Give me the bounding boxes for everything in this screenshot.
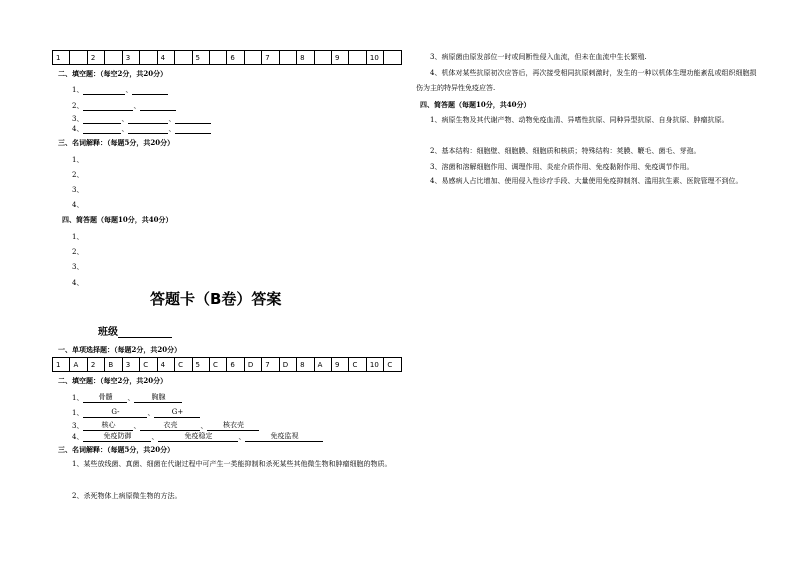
answer-blank: G- (83, 408, 147, 418)
item-number: 1、 (72, 86, 84, 94)
terms-heading-answer: 三、名词解释：（每题5分，共20分） (58, 445, 175, 454)
grid-cell: 7 (262, 51, 279, 65)
grid-cell (244, 51, 261, 65)
separator: 、 (168, 125, 176, 133)
item-number: 3、 (72, 422, 84, 430)
short-number: 4、 (72, 279, 84, 287)
fill-heading-answer: 二、填空题：（每空2分，共20分） (58, 376, 168, 385)
choice-heading: 一、单项选择题：（每题2分，共20分） (58, 345, 182, 354)
grid-cell: C (140, 358, 157, 372)
answer-blank: 免疫监视 (245, 432, 323, 442)
grid-cell: 4 (157, 358, 174, 372)
item-number: 1、 (72, 409, 84, 417)
grid-cell: 10 (366, 358, 383, 372)
answer-blank: 核衣壳 (207, 421, 259, 431)
grid-cell (349, 51, 366, 65)
short-heading-top: 四、简答题（每题10分，共40分） (62, 215, 173, 224)
grid-cell: 9 (332, 358, 349, 372)
answer-grid (52, 357, 402, 372)
answer-blank: 免疫防御 (83, 432, 151, 442)
grid-cell: 6 (227, 51, 244, 65)
grid-cell: A (314, 358, 331, 372)
grid-cell: 8 (297, 51, 314, 65)
short-number: 1、 (72, 233, 84, 241)
grid-cell: 7 (262, 358, 279, 372)
grid-cell (105, 51, 122, 65)
separator: 、 (121, 115, 129, 123)
grid-cell (384, 51, 402, 65)
fill-heading-top: 二、填空题：（每空2分，共20分） (58, 69, 168, 78)
grid-cell (140, 51, 157, 65)
separator: 、 (151, 433, 159, 441)
class-label: 班级 (98, 327, 118, 338)
class-field (98, 323, 172, 338)
grid-cell: 2 (87, 358, 104, 372)
blank (83, 124, 121, 134)
separator: 、 (200, 422, 208, 430)
fill-answer-4 (72, 432, 323, 442)
fill-answer-1 (72, 393, 182, 403)
answer-blank: 衣壳 (140, 421, 200, 431)
grid-cell: 3 (122, 51, 139, 65)
term-answer-4: 4、机体对某些抗原初次应答后，再次接受相同抗原刺激时，发生的一种以机体生理功能紊乱或组织细胞损伤为主的特异性免疫应答. (416, 69, 757, 92)
term-number: 3、 (72, 186, 84, 194)
answer-blank: 核心 (83, 421, 133, 431)
separator: 、 (168, 115, 176, 123)
grid-cell (209, 51, 226, 65)
blank (128, 124, 168, 134)
grid-cell: 9 (332, 51, 349, 65)
term-answer-1: 1、某些放线菌、真菌、细菌在代谢过程中可产生一类能抑制和杀死某些其他微生物和肿瘤细胞的物质。 (72, 460, 392, 468)
term-number: 1、 (72, 156, 84, 164)
grid-cell: B (105, 358, 122, 372)
separator: 、 (147, 409, 155, 417)
short-heading-answer: 四、简答题（每题10分，共40分） (420, 100, 531, 109)
grid-cell (314, 51, 331, 65)
blank (128, 114, 168, 124)
blank (132, 85, 168, 95)
separator: 、 (125, 86, 133, 94)
blank (140, 101, 176, 111)
grid-cell: D (244, 358, 261, 372)
grid-cell: 8 (297, 358, 314, 372)
term-answer-2: 2、杀死物体上病原微生物的方法。 (72, 492, 182, 500)
term-answer-3: 3、病原菌由原发部位一时或间断性侵入血流，但未在血流中生长繁殖. (430, 53, 647, 61)
grid-cell: D (279, 358, 296, 372)
fill-answer-2 (72, 408, 200, 418)
grid-cell: C (175, 358, 192, 372)
page-title: 答题卡（B卷）答案 (150, 290, 282, 308)
separator: 、 (238, 433, 246, 441)
fill-line-2 (72, 101, 176, 111)
answer-grid-top (52, 50, 402, 65)
grid-cell: A (70, 358, 87, 372)
blank (83, 85, 125, 95)
grid-cell (175, 51, 192, 65)
blank (175, 124, 211, 134)
blank (83, 114, 121, 124)
item-number: 1、 (72, 394, 84, 402)
blank (83, 101, 133, 111)
fill-line-1 (72, 85, 168, 95)
term-number: 2、 (72, 171, 84, 179)
separator: 、 (133, 422, 141, 430)
blank (118, 326, 172, 338)
term-number: 4、 (72, 201, 84, 209)
fill-line-4 (72, 124, 211, 134)
short-answer-2: 2、基本结构：细胞壁、细胞膜、细胞质和核质；特殊结构：荚膜、鞭毛、菌毛、芽孢。 (430, 147, 701, 155)
grid-cell: C (349, 358, 366, 372)
item-number: 2、 (72, 102, 84, 110)
grid-cell: 5 (192, 358, 209, 372)
grid-cell: 5 (192, 51, 209, 65)
separator: 、 (133, 102, 141, 110)
separator: 、 (121, 125, 129, 133)
answer-blank: 骨髓 (83, 393, 127, 403)
short-answer-4: 4、易感病人占比增加、使用侵入性诊疗手段、大量使用免疫抑制剂、滥用抗生素、医院管理不到位。 (430, 177, 743, 185)
grid-cell: 1 (53, 358, 70, 372)
fill-line-3 (72, 114, 211, 124)
answer-blank: G+ (154, 408, 200, 418)
short-number: 3、 (72, 263, 84, 271)
grid-cell (70, 51, 87, 65)
short-answer-3: 3、溶菌和溶解细胞作用、调理作用、炎症介质作用、免疫黏附作用、免疫调节作用。 (430, 163, 694, 171)
short-number: 2、 (72, 248, 84, 256)
item-number: 4、 (72, 433, 84, 441)
grid-cell: C (384, 358, 402, 372)
separator: 、 (127, 394, 135, 402)
item-number: 4、 (72, 125, 84, 133)
item-number: 3、 (72, 115, 84, 123)
grid-cell: C (209, 358, 226, 372)
answer-blank: 胸腺 (134, 393, 182, 403)
answer-blank: 免疫稳定 (158, 432, 238, 442)
grid-cell: 1 (53, 51, 70, 65)
grid-cell: 10 (366, 51, 383, 65)
grid-cell: 2 (87, 51, 104, 65)
grid-cell: 3 (122, 358, 139, 372)
grid-cell: 6 (227, 358, 244, 372)
terms-heading-top: 三、名词解释：（每题5分，共20分） (58, 138, 175, 147)
short-answer-1: 1、病原生物及其代谢产物、动物免疫血清、异嗜性抗原、同种异型抗原、自身抗原、肿瘤抗原。 (430, 116, 729, 124)
fill-answer-3 (72, 421, 259, 431)
grid-cell: 4 (157, 51, 174, 65)
blank (175, 114, 211, 124)
grid-cell (279, 51, 296, 65)
